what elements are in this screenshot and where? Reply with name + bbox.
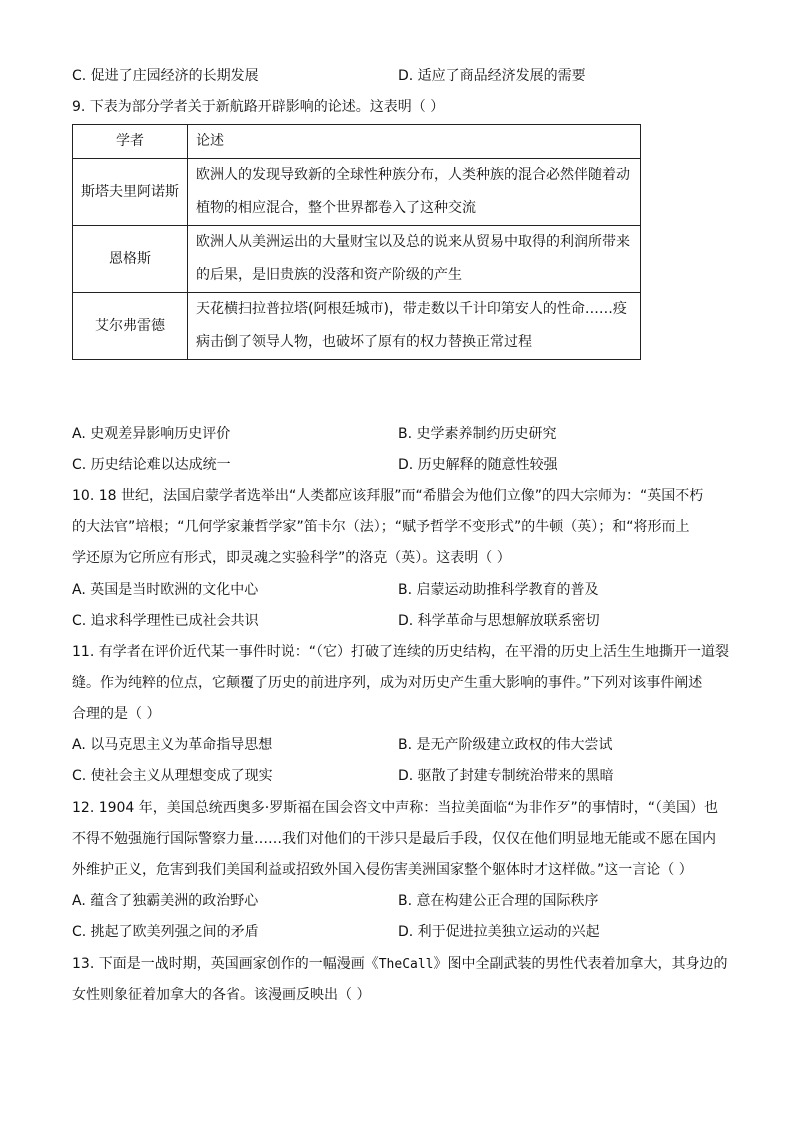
q9-table bbox=[72, 124, 641, 360]
cartoon-title: TheCall bbox=[378, 957, 434, 972]
q12-stem-line: 外维护正义，危害到我们美国利益或招致外国入侵伤害美洲国家整个躯体时才这样做。”这一言论（ ） bbox=[72, 862, 693, 878]
table-row bbox=[73, 293, 641, 360]
table-cell-statement bbox=[188, 293, 641, 360]
table-cell-scholar: 艾尔弗雷德 bbox=[73, 293, 188, 360]
q12-option-a: A. 蕴含了独霸美洲的政治野心 bbox=[72, 893, 259, 909]
table-header-statement: 论述 bbox=[188, 125, 641, 159]
q12-option-c: C. 挑起了欧美列强之间的矛盾 bbox=[72, 924, 259, 940]
statement-line: 植物的相应混合，整个世界都卷入了这种交流 bbox=[196, 200, 476, 216]
q11-option-b: B. 是无产阶级建立政权的伟大尝试 bbox=[398, 737, 613, 753]
q9-option-d: D. 历史解释的随意性较强 bbox=[398, 457, 558, 473]
q13-stem-text: 13. 下面是一战时期，英国画家创作的一幅漫画《 bbox=[72, 956, 379, 972]
q10-option-a: A. 英国是当时欧洲的文化中心 bbox=[72, 582, 259, 598]
q10-stem-line: 的大法官”培根；“几何学家兼哲学家”笛卡尔（法）；“赋予哲学不变形式”的牛顿（英）；和“将形而上 bbox=[72, 519, 690, 535]
table-header-scholar: 学者 bbox=[73, 125, 188, 159]
q13-stem-line bbox=[72, 954, 728, 975]
table-cell-statement bbox=[188, 159, 641, 226]
q12-option-b: B. 意在构建公正合理的国际秩序 bbox=[398, 893, 599, 909]
q11-stem-line: 缝。作为纯粹的位点，它颠覆了历史的前进序列，成为对历史产生重大影响的事件。”下列对该事件阐述 bbox=[72, 675, 703, 691]
q11-stem-line: 11. 有学者在评价近代某一事件时说：“（它）打破了连续的历史结构，在平滑的历史上活生生地撕开一道裂 bbox=[72, 644, 729, 660]
q9-option-a: A. 史观差异影响历史评价 bbox=[72, 426, 231, 442]
statement-line: 天花横扫拉普拉塔(阿根廷城市)，带走数以千计印第安人的性命……疫 bbox=[196, 301, 627, 317]
q11-option-a: A. 以马克思主义为革命指导思想 bbox=[72, 737, 273, 753]
q10-option-c: C. 追求科学理性已成社会共识 bbox=[72, 613, 259, 629]
q11-option-d: D. 驱散了封建专制统治带来的黑暗 bbox=[398, 768, 614, 784]
q8-option-c: C. 促进了庄园经济的长期发展 bbox=[72, 68, 259, 84]
q9-stem: 9. 下表为部分学者关于新航路开辟影响的论述。这表明（ ） bbox=[72, 99, 445, 115]
q11-stem-line: 合理的是（ ） bbox=[72, 706, 161, 722]
statement-line: 的后果，是旧贵族的没落和资产阶级的产生 bbox=[196, 267, 462, 283]
q9-option-c: C. 历史结论难以达成统一 bbox=[72, 457, 231, 473]
statement-line: 欧洲人从美洲运出的大量财宝以及总的说来从贸易中取得的利润所带来 bbox=[196, 234, 630, 250]
q10-stem-line: 学还原为它所应有形式，即灵魂之实验科学”的洛克（英）。这表明（ ） bbox=[72, 550, 511, 566]
q11-option-c: C. 使社会主义从理想变成了现实 bbox=[72, 768, 273, 784]
statement-line: 病击倒了领导人物，也破坏了原有的权力替换正常过程 bbox=[196, 334, 532, 350]
q12-stem-line: 不得不勉强施行国际警察力量……我们对他们的干涉只是最后手段，仅仅在他们明显地无能或不愿在国内 bbox=[72, 831, 716, 847]
q13-stem-text: 》图中全副武装的男性代表着加拿大，其身边的 bbox=[433, 956, 728, 972]
q8-option-d: D. 适应了商品经济发展的需要 bbox=[398, 68, 586, 84]
table-cell-scholar: 恩格斯 bbox=[73, 226, 188, 293]
q10-option-b: B. 启蒙运动助推科学教育的普及 bbox=[398, 582, 599, 598]
q9-option-b: B. 史学素养制约历史研究 bbox=[398, 426, 557, 442]
q12-option-d: D. 利于促进拉美独立运动的兴起 bbox=[398, 924, 600, 940]
table-cell-scholar: 斯塔夫里阿诺斯 bbox=[73, 159, 188, 226]
table-row bbox=[73, 226, 641, 293]
q10-stem-line: 10. 18 世纪，法国启蒙学者选举出“人类都应该拜服”而“希腊会为他们立像”的四大宗师为：“英国不朽 bbox=[72, 488, 704, 504]
statement-line: 欧洲人的发现导致新的全球性种族分布，人类种族的混合必然伴随着动 bbox=[196, 167, 630, 183]
q12-stem-line: 12. 1904 年，美国总统西奥多·罗斯福在国会咨文中声称：当拉美面临“为非作歹”的事情时，“（美国）也 bbox=[72, 800, 719, 816]
table-header-row bbox=[73, 125, 641, 159]
table-row bbox=[73, 159, 641, 226]
table-cell-statement bbox=[188, 226, 641, 293]
q13-stem-line: 女性则象征着加拿大的各省。该漫画反映出（ ） bbox=[72, 987, 371, 1003]
q10-option-d: D. 科学革命与思想解放联系密切 bbox=[398, 613, 600, 629]
